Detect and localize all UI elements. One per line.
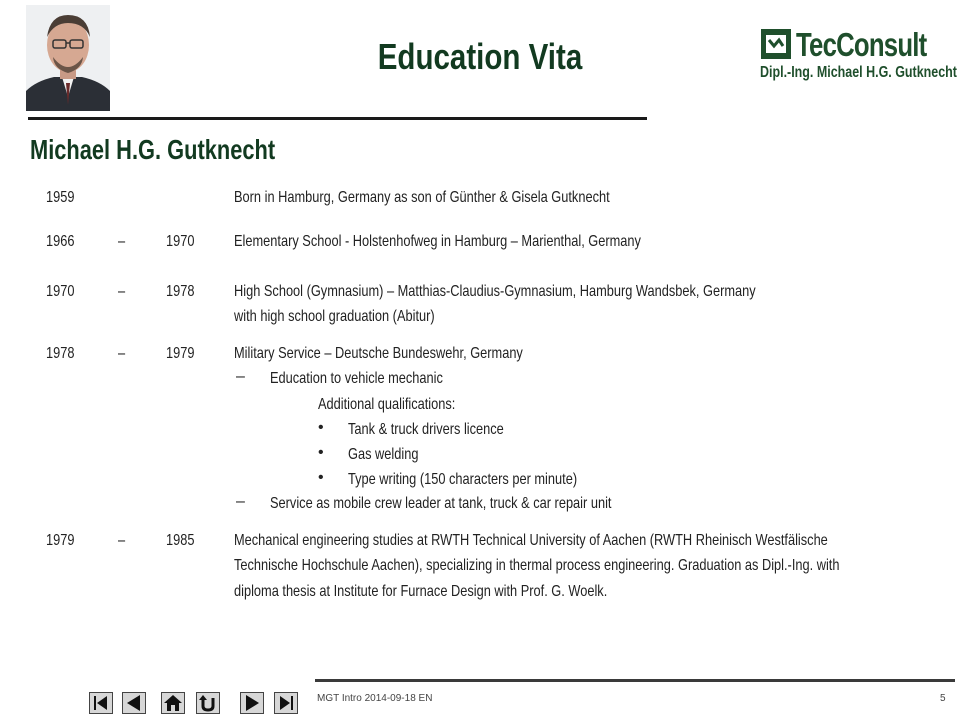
vita-dash: – xyxy=(118,283,126,300)
vita-start-year: 1978 xyxy=(46,345,75,362)
sub-item-heading: Additional qualifications: xyxy=(318,396,456,413)
sub-item-text: Education to vehicle mechanic xyxy=(270,370,443,387)
vita-start-year: 1959 xyxy=(46,189,75,206)
vita-dash: – xyxy=(118,233,126,250)
sub-item-text: Gas welding xyxy=(348,446,419,463)
sub-item-text: Service as mobile crew leader at tank, truck & car repair unit xyxy=(270,495,612,512)
sub-item-dash: – xyxy=(236,493,245,510)
vita-dash: – xyxy=(118,532,126,549)
sub-item-dash: – xyxy=(236,368,245,385)
vita-start-year: 1966 xyxy=(46,233,75,250)
first-icon xyxy=(90,693,112,713)
vita-end-year: 1970 xyxy=(166,233,195,250)
vita-dash: – xyxy=(118,345,126,362)
bullet-icon: • xyxy=(318,469,324,486)
first-slide-button[interactable] xyxy=(89,692,113,714)
vita-description: Military Service – Deutsche Bundeswehr, Germany xyxy=(234,345,523,362)
vita-start-year: 1979 xyxy=(46,532,75,549)
home-icon xyxy=(162,693,184,713)
page-number: 5 xyxy=(940,693,946,704)
vita-end-year: 1979 xyxy=(166,345,195,362)
vita-description: High School (Gymnasium) – Matthias-Claudius-Gymnasium, Hamburg Wandsbek, Germany xyxy=(234,283,756,300)
vita-end-year: 1978 xyxy=(166,283,195,300)
vita-end-year: 1985 xyxy=(166,532,195,549)
vita-description: diploma thesis at Institute for Furnace Design with Prof. G. Woelk. xyxy=(234,583,608,600)
return-icon xyxy=(197,693,219,713)
logo-name: TecConsult xyxy=(796,26,927,63)
return-button[interactable] xyxy=(196,692,220,714)
logo-subtitle: Dipl.-Ing. Michael H.G. Gutknecht xyxy=(760,64,957,81)
previous-slide-button[interactable] xyxy=(122,692,146,714)
footer-label: MGT Intro 2014-09-18 EN xyxy=(317,693,433,704)
bullet-icon: • xyxy=(318,444,324,461)
last-slide-button[interactable] xyxy=(274,692,298,714)
vita-description: Elementary School - Holstenhofweg in Hamburg – Marienthal, Germany xyxy=(234,233,641,250)
page-title: Education Vita xyxy=(377,36,583,77)
next-slide-button[interactable] xyxy=(240,692,264,714)
bullet-icon: • xyxy=(318,419,324,436)
tecconsult-logo xyxy=(760,26,957,86)
person-name: Michael H.G. Gutknecht xyxy=(30,134,276,165)
vita-description: Mechanical engineering studies at RWTH Technical University of Aachen (RWTH Rheinisch Westfälische xyxy=(234,532,828,549)
logo-mark-icon xyxy=(760,28,792,60)
footer-divider xyxy=(315,679,955,682)
next-icon xyxy=(241,693,263,713)
previous-icon xyxy=(123,693,145,713)
last-icon xyxy=(275,693,297,713)
header-divider xyxy=(28,117,647,120)
vita-start-year: 1970 xyxy=(46,283,75,300)
vita-description: Technische Hochschule Aachen), specializing in thermal process engineering. Graduation as Dipl.-Ing. with xyxy=(234,557,840,574)
vita-description: Born in Hamburg, Germany as son of Günther & Gisela Gutknecht xyxy=(234,189,610,206)
vita-description: with high school graduation (Abitur) xyxy=(234,308,435,325)
sub-item-text: Type writing (150 characters per minute) xyxy=(348,471,578,488)
home-button[interactable] xyxy=(161,692,185,714)
sub-item-text: Tank & truck drivers licence xyxy=(348,421,504,438)
